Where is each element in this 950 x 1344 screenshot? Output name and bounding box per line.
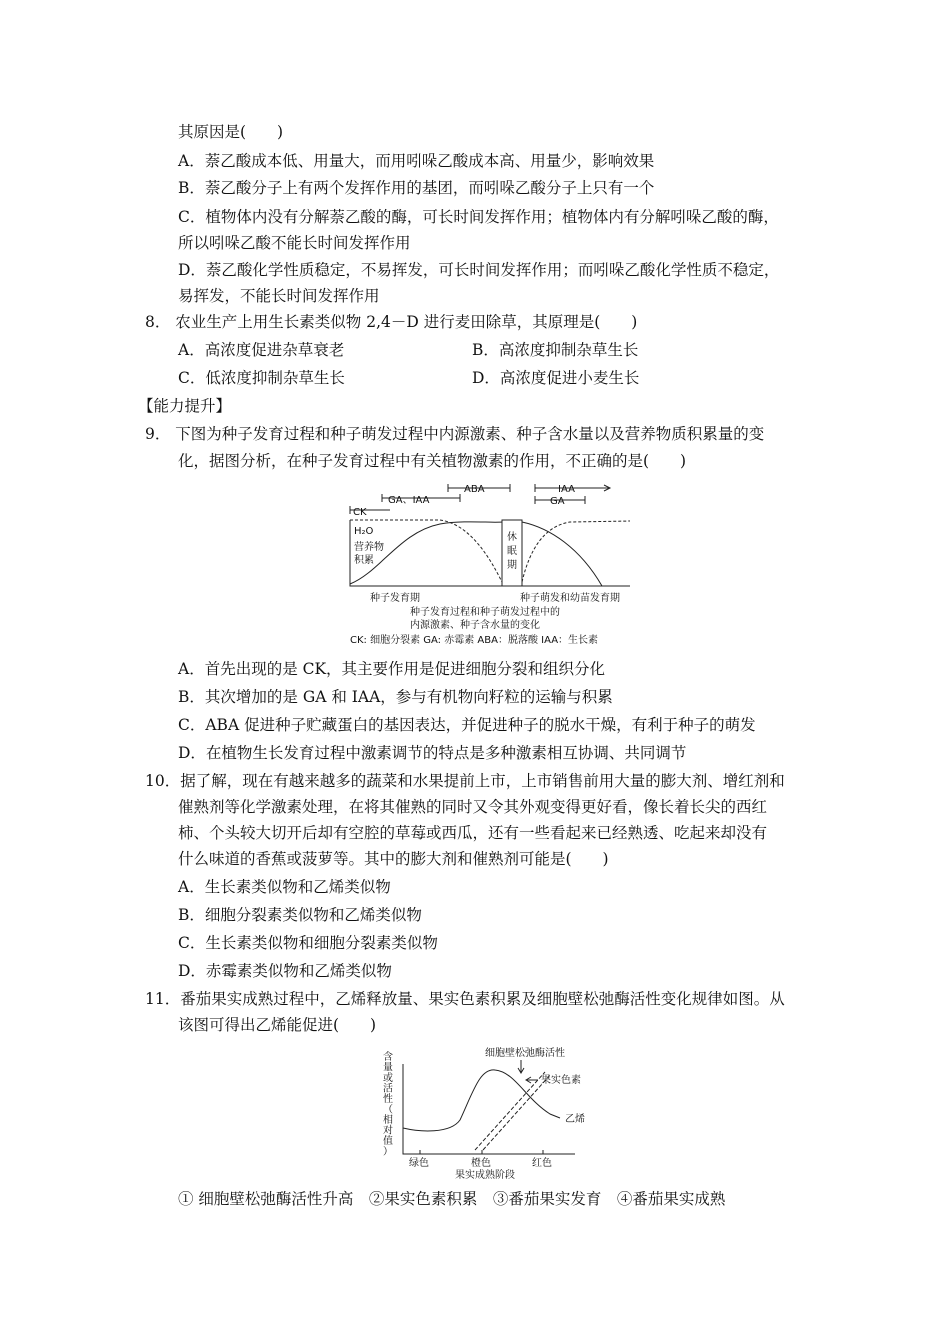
q8-option-b: B．高浓度抑制杂草生长 [472, 341, 639, 359]
fig9-label-aba: ABA [464, 484, 485, 495]
fig11-ylabel-char: 对 [383, 1125, 393, 1137]
fig11-tick-red: 红色 [532, 1158, 552, 1169]
q10-option-c: C．生长素类似物和细胞分裂素类似物 [178, 934, 438, 952]
fig9-label-dormancy-2: 眠 [507, 546, 517, 557]
fig11-xlabel: 果实成熟阶段 [455, 1170, 515, 1181]
q10-stem-line1: 10．据了解，现在有越来越多的蔬菜和水果提前上市，上市销售前用大量的膨大剂、增红剂和 [145, 772, 785, 790]
q10-stem-line3: 柿、个头较大切开后却有空腔的草莓或西瓜，还有一些看起来已经熟透、吃起来却没有 [178, 824, 768, 842]
fig11-label-enzyme: 细胞壁松弛酶活性 [485, 1048, 565, 1059]
fig9-label-ck: CK [353, 507, 367, 518]
fig11-tick-orange: 橙色 [471, 1158, 491, 1169]
fig11-ylabel-char: 含 [383, 1052, 393, 1063]
q9-option-a: A．首先出现的是 CK，其主要作用是促进细胞分裂和组织分化 [178, 660, 606, 678]
fig11-ylabel-char: ） [383, 1146, 393, 1158]
q10-stem-line2: 催熟剂等化学激素处理，在将其催熟的同时又令其外观变得更好看，像长着长尖的西红 [178, 798, 768, 816]
q9-stem-line2: 化，据图分析，在种子发育过程中有关植物激素的作用，不正确的是( ) [178, 452, 687, 470]
q7-option-a: A．萘乙酸成本低、用量大，而用吲哚乙酸成本高、用量少，影响效果 [178, 152, 655, 170]
fig11-ylabel-char: 值 [383, 1136, 393, 1147]
q9-figure [330, 478, 650, 653]
q8-option-d: D．高浓度促进小麦生长 [472, 369, 640, 387]
q7-option-c-line1: C．植物体内没有分解萘乙酸的酶，可长时间发挥作用；植物体内有分解吲哚乙酸的酶， [178, 208, 779, 226]
q9-stem-line1: 9． 下图为种子发育过程和种子萌发过程中内源激素、种子含水量以及营养物质积累量的变 [145, 425, 765, 443]
q8-option-c: C．低浓度抑制杂草生长 [178, 369, 345, 387]
q9-option-c: C．ABA 促进种子贮藏蛋白的基因表达，并促进种子的脱水干燥，有利于种子的萌发 [178, 716, 756, 734]
fig11-tick-green: 绿色 [409, 1158, 429, 1169]
fig9-label-dev: 种子发育期 [370, 593, 420, 604]
fig9-label-ga-iaa: GA、IAA [388, 495, 430, 506]
q8-stem: 8． 农业生产上用生长素类似物 2,4－D 进行麦田除草，其原理是( ) [145, 313, 638, 331]
section-title: 【能力提升】 [138, 397, 232, 415]
fig11-label-pigment: 果实色素 [541, 1075, 581, 1086]
q11-stem-line1: 11．番茄果实成熟过程中，乙烯释放量、果实色素积累及细胞壁松弛酶活性变化规律如图。从 [145, 990, 785, 1008]
fig11-label-ethylene: 乙烯 [565, 1114, 585, 1125]
fig9-label-nutrient-2: 积累 [354, 555, 374, 566]
q9-option-b: B．其次增加的是 GA 和 IAA，参与有机物向籽粒的运输与积累 [178, 688, 613, 706]
q7-option-d-line1: D．萘乙酸化学性质稳定，不易挥发，可长时间发挥作用；而吲哚乙酸化学性质不稳定， [178, 261, 780, 279]
fig11-ylabel-char: 或 [383, 1073, 393, 1084]
fig11-ylabel-char: 量 [383, 1062, 393, 1074]
fig9-label-ga: GA [550, 496, 565, 507]
fig9-label-h2o: H₂O [354, 526, 374, 537]
fig11-ylabel-char: 性 [383, 1094, 393, 1105]
q7-option-b: B．萘乙酸分子上有两个发挥作用的基团，而吲哚乙酸分子上只有一个 [178, 179, 655, 197]
fig9-caption-3: CK: 细胞分裂素 GA: 赤霉素 ABA：脱落酸 IAA：生长素 [350, 635, 599, 646]
q9-option-d: D．在植物生长发育过程中激素调节的特点是多种激素相互协调、共同调节 [178, 744, 687, 762]
fig9-label-dormancy-1: 休 [507, 532, 517, 543]
q8-option-a: A．高浓度促进杂草衰老 [178, 341, 345, 359]
q11-choices: ① 细胞壁松弛酶活性升高 ②果实色素积累 ③番茄果实发育 ④番茄果实成熟 [178, 1190, 726, 1208]
fig9-label-germ: 种子萌发和幼苗发育期 [520, 593, 620, 604]
fig9-label-nutrient-1: 营养物 [354, 542, 384, 553]
fig9-caption-2: 内源激素、种子含水量的变化 [410, 620, 540, 631]
q10-option-d: D．赤霉素类似物和乙烯类似物 [178, 962, 392, 980]
fig11-ylabel-char: （ [383, 1104, 393, 1116]
q7-option-d-line2: 易挥发，不能长时间发挥作用 [178, 287, 380, 305]
q11-figure [375, 1042, 625, 1182]
fig11-ylabel-char: 相 [383, 1115, 393, 1126]
q11-stem-line2: 该图可得出乙烯能促进( ) [178, 1016, 377, 1034]
q10-option-b: B．细胞分裂素类似物和乙烯类似物 [178, 906, 422, 924]
q10-option-a: A．生长素类似物和乙烯类似物 [178, 878, 391, 896]
fig11-ylabel-char: 活 [383, 1083, 393, 1095]
q7-option-c-line2: 所以吲哚乙酸不能长时间发挥作用 [178, 234, 411, 252]
q7-stem-tail: 其原因是( ) [178, 123, 284, 141]
fig9-caption-1: 种子发育过程和种子萌发过程中的 [410, 607, 560, 618]
fig9-label-iaa: IAA [558, 484, 575, 495]
q10-stem-line4: 什么味道的香蕉或菠萝等。其中的膨大剂和催熟剂可能是( ) [178, 850, 609, 868]
fig9-label-dormancy-3: 期 [507, 560, 517, 571]
